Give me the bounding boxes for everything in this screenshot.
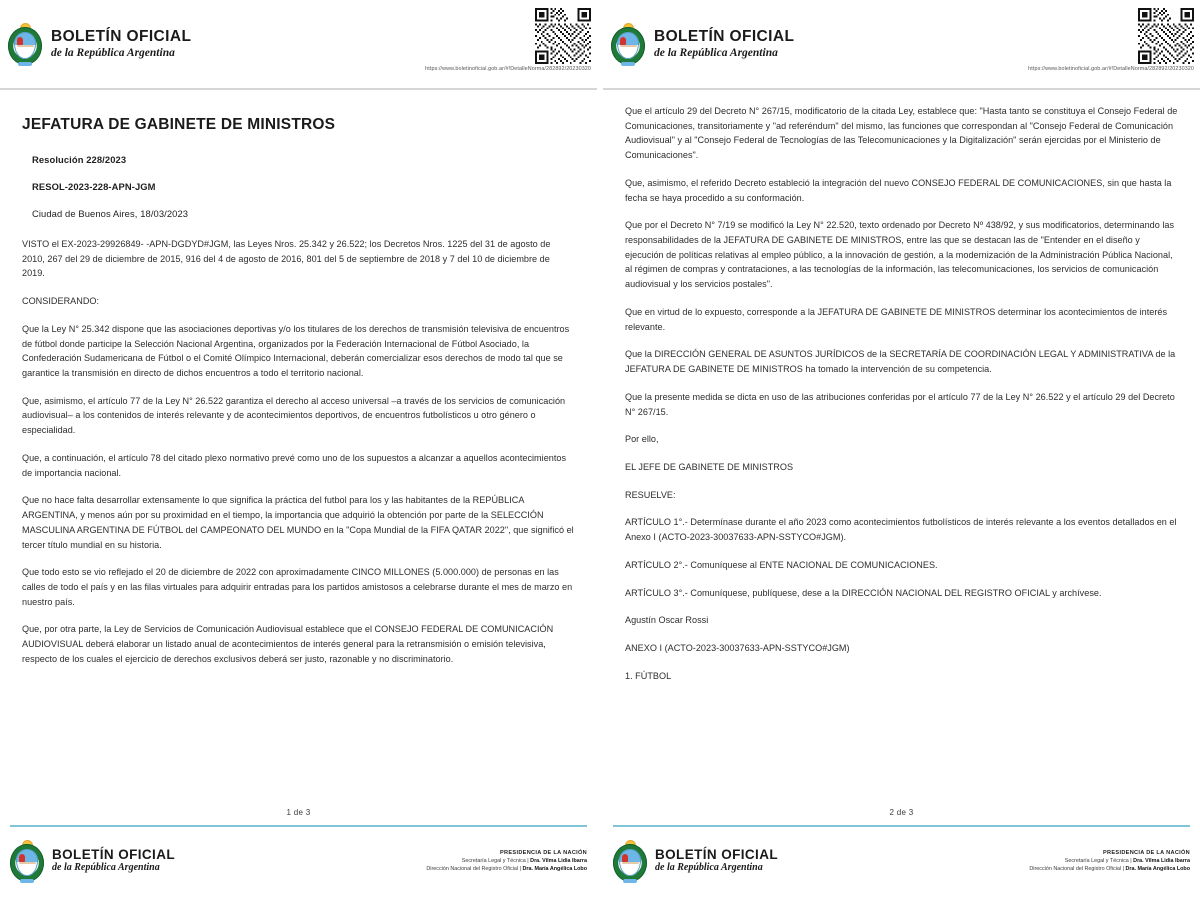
footer-credits — [426, 849, 587, 874]
qr-block — [1028, 8, 1194, 72]
paragraph: RESUELVE: — [625, 489, 676, 500]
document-page-2 — [603, 0, 1200, 900]
paragraph: Que no hace falta desarrollar extensamente lo que significa la práctica del futbol para los y las habitantes de la REPÚBLICA ARGENTINA, y menos aún por su proximidad en el tiempo, la importancia que adquirió la obtención por parte de la SELECCIÓN MASCULINA ARGENTINA DE FÚTBOL del CAMPEONATO DEL MUNDO en la "Copa Mundial de la FIFA QATAR 2022", que significó el tercer título mundial en su historia. — [22, 495, 574, 550]
footer-logo — [10, 839, 175, 883]
resolution-code: RESOL-2023-228-APN-JGM — [32, 181, 156, 192]
boletin-oficial-logo — [611, 22, 794, 66]
paragraph: Que el artículo 29 del Decreto N° 267/15, modificatorio de la citada Ley, establece que: "Hasta tanto se constituya el Consejo Federal de Comunicaciones, transitoriamente y "ad referéndum" del mismo, las funciones que correspondan al "Consejo Federal de Comunicación Audiovisual" y al "Consejo Federal de Tecnologías de las Telecomunicaciones y la Digitalización" serán ejercidas por el Ministerio de Comunicaciones". — [625, 106, 1178, 161]
page-number: 1 de 3 — [286, 808, 311, 817]
argentina-coat-of-arms-icon — [10, 839, 44, 883]
registry-prefix: Dirección Nacional del Registro Oficial | — [426, 866, 523, 873]
paragraph: VISTO el EX-2023-29926849- -APN-DGDYD#JGM, las Leyes Nros. 25.342 y 26.522; los Decretos Nros. 1225 del 31 de agosto de 2010, 267 del 29 de diciembre de 2015, 916 del 4 de agosto de 2016, 801 del 5 de septiembre de 2018 y 7 del 10 de diciembre de 2019. — [22, 239, 551, 279]
annex-item: 1. FÚTBOL — [625, 670, 672, 681]
secretary-line — [1029, 857, 1190, 865]
footer-content — [603, 827, 1200, 883]
brand-subtitle: de la República Argentina — [52, 862, 160, 874]
page-number: 2 de 3 — [889, 808, 914, 817]
brand-title: BOLETÍN OFICIAL — [655, 847, 778, 863]
argentina-coat-of-arms-icon — [8, 22, 42, 66]
boletin-oficial-logo — [8, 22, 191, 66]
ribbon-icon — [20, 879, 34, 883]
footer-logo — [613, 839, 778, 883]
ribbon-icon — [623, 879, 637, 883]
page-footer — [603, 804, 1200, 900]
secretary-line — [426, 857, 587, 865]
clasped-hands-icon — [17, 45, 34, 48]
qr-code-icon — [535, 8, 591, 64]
registry-line — [1029, 865, 1190, 873]
clasped-hands-icon — [622, 862, 639, 865]
paragraph: Que, asimismo, el artículo 77 de la Ley N° 26.522 garantiza el derecho al acceso universal –a través de los servicios de comunicación audiovisual– a los contenidos de interés relevante y de acontecimientos deportivos, de encuentros futbolísticos u otro género o especialidad. — [22, 395, 566, 436]
registry-prefix: Dirección Nacional del Registro Oficial | — [1029, 866, 1126, 873]
phrygian-cap-icon — [622, 854, 628, 862]
secretary-name: Dra. Vilma Lidia Ibarra — [530, 858, 587, 865]
document-page-1 — [0, 0, 597, 900]
presidency-label: PRESIDENCIA DE LA NACIÓN — [500, 849, 587, 856]
annex-reference: ANEXO I (ACTO-2023-30037633-APN-SSTYCO#JGM) — [625, 642, 850, 653]
city-date: Ciudad de Buenos Aires, 18/03/2023 — [32, 208, 189, 219]
secretary-name: Dra. Vilma Lidia Ibarra — [1133, 858, 1190, 865]
paragraph: ARTÍCULO 3°.- Comuníquese, publíquese, dese a la DIRECCIÓN NACIONAL DEL REGISTRO OFICIAL y archívese. — [625, 587, 1102, 598]
registry-name: Dra. María Angélica Lobo — [522, 866, 587, 873]
ribbon-icon — [18, 62, 32, 66]
qr-code-icon — [1138, 8, 1194, 64]
paragraph: CONSIDERANDO: — [22, 296, 100, 307]
argentina-coat-of-arms-icon — [613, 839, 647, 883]
secretary-prefix: Secretaría Legal y Técnica | — [1064, 858, 1134, 865]
page-footer — [0, 804, 597, 900]
paragraph: Que en virtud de lo expuesto, corresponde a la JEFATURA DE GABINETE DE MINISTROS determinar los acontecimientos de interés relevante. — [625, 306, 1168, 332]
footer-credits — [1029, 849, 1190, 874]
brand-text — [52, 848, 175, 874]
page-header — [0, 0, 597, 90]
phrygian-cap-icon — [19, 854, 25, 862]
paragraph: Que, a continuación, el artículo 78 del citado plexo normativo prevé como uno de los supuestos a alcanzar a aquellos acontecimientos de importancia nacional. — [22, 452, 567, 478]
brand-text — [655, 848, 778, 874]
paragraph: Que por el Decreto N° 7/19 se modificó la Ley N° 22.520, texto ordenado por Decreto Nº 438/92, y sus modificatorios, determinando las responsabilidades de la JEFATURA DE GABINETE DE MINISTROS, entre las que se destacan las de "Entender en el diseño y ejecución de políticas relativas al empleo público, a la innovación de gestión, a la modernización de la Administración Pública Nacional, al régimen de compras y contrataciones, a las tecnologías de la información, las telecomunicaciones, los servicios de comunicación audiovisual y los servicios postales". — [625, 220, 1175, 290]
resolution-label: Resolución 228/2023 — [32, 154, 127, 165]
qr-url-label: https://www.boletinoficial.gob.ar/#!DetalleNorma/282892/20230320 — [1028, 66, 1194, 72]
clasped-hands-icon — [19, 862, 36, 865]
registry-line — [426, 865, 587, 873]
page-title: JEFATURA DE GABINETE DE MINISTROS — [22, 116, 336, 133]
phrygian-cap-icon — [620, 37, 626, 45]
ribbon-icon — [621, 62, 635, 66]
brand-subtitle: de la República Argentina — [654, 46, 778, 59]
page-1-content — [0, 90, 597, 804]
presidency-label: PRESIDENCIA DE LA NACIÓN — [1103, 849, 1190, 856]
page-header — [603, 0, 1200, 90]
brand-title: BOLETÍN OFICIAL — [654, 28, 795, 46]
argentina-coat-of-arms-icon — [611, 22, 645, 66]
paragraph: ARTÍCULO 1°.- Determínase durante el año 2023 como acontecimientos futbolísticos de interés relevante a los eventos detallados en el Anexo I (ACTO-2023-30037633-APN-SSTYCO#JGM). — [625, 517, 1177, 543]
phrygian-cap-icon — [17, 37, 23, 45]
secretary-prefix: Secretaría Legal y Técnica | — [461, 858, 531, 865]
paragraph: Por ello, — [625, 434, 659, 445]
document-meta — [32, 154, 575, 219]
brand-subtitle: de la República Argentina — [51, 46, 175, 59]
signature: Agustín Oscar Rossi — [625, 615, 709, 626]
brand-text — [654, 29, 794, 58]
footer-content — [0, 827, 597, 883]
paragraph: Que la DIRECCIÓN GENERAL DE ASUNTOS JURÍDICOS de la SECRETARÍA DE COORDINACIÓN LEGAL Y ADMINISTRATIVA de la JEFATURA DE GABINETE DE MINISTROS ha tomado la intervención de su competencia. — [625, 349, 1176, 375]
page-2-content — [603, 90, 1200, 804]
paragraph: Que, por otra parte, la Ley de Servicios de Comunicación Audiovisual establece que el CONSEJO FEDERAL DE COMUNICACIÓN AUDIOVISUAL deberá elaborar un listado anual de acontecimientos de interés general para la retransmisión o emisión televisiva, respecto de los cuales el ejercicio de derechos exclusivos deberá ser justo, razonable y no discriminatorio. — [22, 624, 554, 664]
clasped-hands-icon — [620, 45, 637, 48]
qr-block — [425, 8, 591, 72]
paragraph: ARTÍCULO 2°.- Comuníquese al ENTE NACIONAL DE COMUNICACIONES. — [625, 559, 938, 570]
brand-title: BOLETÍN OFICIAL — [52, 847, 175, 863]
paragraph: EL JEFE DE GABINETE DE MINISTROS — [625, 461, 794, 472]
registry-name: Dra. María Angélica Lobo — [1125, 866, 1190, 873]
brand-subtitle: de la República Argentina — [655, 862, 763, 874]
paragraph: Que la Ley N° 25.342 dispone que las asociaciones deportivas y/o los titulares de los derechos de transmisión televisiva de encuentros de fútbol donde participe la Selección Nacional Argentina, organizados por la Federación Internacional de Fútbol Asociado, la Confederación Sudamericana de Fútbol o el Comité Olímpico Internacional, deberán comercializar esos derechos de modo tal que se garantice la transmisión en directo de dichos encuentros a todo el territorio nacional. — [22, 323, 570, 379]
paragraph: Que todo esto se vio reflejado el 20 de diciembre de 2022 con aproximadamente CINCO MILLONES (5.000.000) de personas en las calles de todo el país y en las filas virtuales para adquirir entradas para los partidos amistosos a celebrarse durante el mes de marzo en nuestro país. — [22, 567, 573, 607]
brand-text — [51, 29, 191, 58]
paragraph: Que la presente medida se dicta en uso de las atribuciones conferidas por el artículo 77 de la Ley N° 26.522 y el artículo 29 del Decreto N° 267/15. — [625, 391, 1175, 417]
paragraph: Que, asimismo, el referido Decreto estableció la integración del nuevo CONSEJO FEDERAL DE COMUNICACIONES, sin que hasta la fecha se haya procedido a su conformación. — [625, 177, 1172, 203]
brand-title: BOLETÍN OFICIAL — [51, 28, 192, 46]
qr-url-label: https://www.boletinoficial.gob.ar/#!DetalleNorma/282892/20230320 — [425, 66, 591, 72]
